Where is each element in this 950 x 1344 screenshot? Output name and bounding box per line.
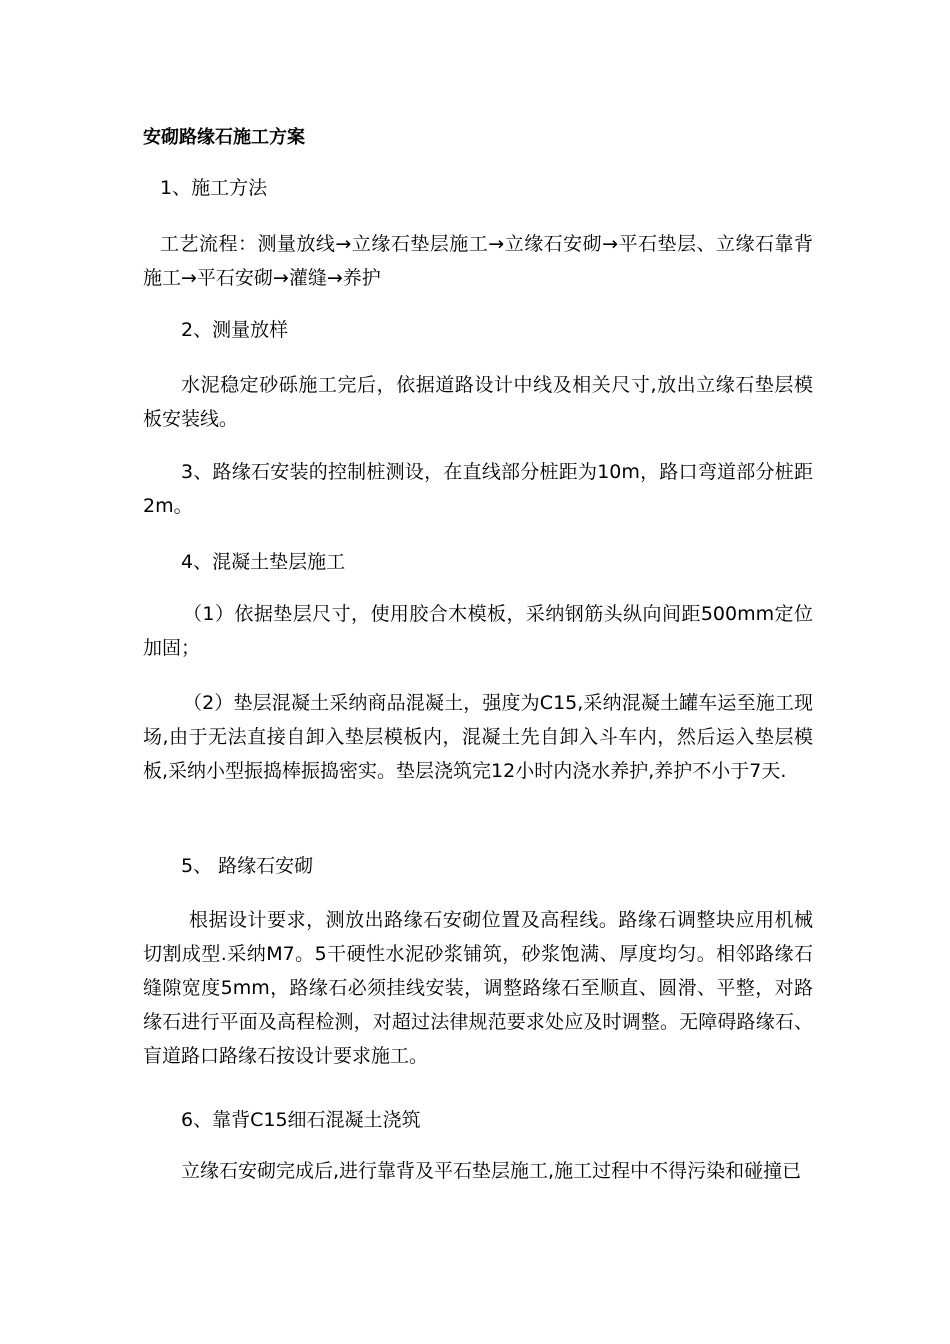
section-heading-5: 5、 路缘石安砌 <box>181 855 314 877</box>
section-heading-2: 2、测量放样 <box>181 319 289 341</box>
section-heading-4: 4、混凝土垫层施工 <box>181 551 346 573</box>
document-title: 安砌路缘石施工方案 <box>143 127 305 148</box>
process-flow-paragraph: 工艺流程：测量放线→立缘石垫层施工→立缘石安砌→平石垫层、立缘石靠背施工→平石安砌→灌缝→养护 <box>143 233 813 289</box>
section-heading-6: 6、靠背C15细石混凝土浇筑 <box>181 1109 421 1131</box>
curb-laying-paragraph: 根据设计要求，测放出路缘石安砌位置及高程线。路缘石调整块应用机械切割成型.采纳M7。5干硬性水泥砂浆铺筑，砂浆饱满、厚度均匀。相邻路缘石缝隙宽度5mm，路缘石必须挂线安装，调整路缘石至顺直、圆滑、平整，对路缘石进行平面及高程检测，对超过法律规范要求处应及时调整。无障碍路缘石、盲道路口路缘石按设计要求施工。 <box>143 909 813 1067</box>
section-heading-1: 1、施工方法 <box>160 177 268 199</box>
survey-paragraph: 水泥稳定砂砾施工完后，依据道路设计中线及相关尺寸,放出立缘石垫层模板安装线。 <box>143 374 813 430</box>
cushion-item-2: （2）垫层混凝土采纳商品混凝土，强度为C15,采纳混凝土罐车运至施工现场,由于无法直接自卸入垫层模板内，混凝土先自卸入斗车内，然后运入垫层模板,采纳小型振捣棒振捣密实。垫层浇筑完12小时内浇水养护,养护不小于7天. <box>143 692 813 782</box>
cushion-item-1: （1）依据垫层尺寸，使用胶合木模板，采纳钢筋头纵向间距500mm定位加固； <box>143 603 813 659</box>
backing-paragraph: 立缘石安砌完成后,进行靠背及平石垫层施工,施工过程中不得污染和碰撞已 <box>181 1160 802 1182</box>
control-stake-paragraph: 3、路缘石安装的控制桩测设，在直线部分桩距为10m，路口弯道部分桩距2m。 <box>143 461 813 517</box>
